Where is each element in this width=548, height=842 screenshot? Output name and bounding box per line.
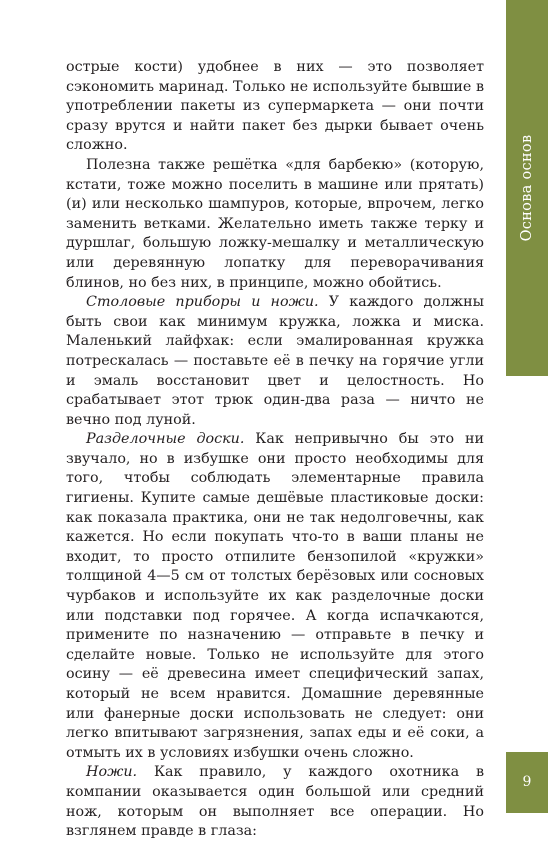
paragraph-heading: Разделочные доски. [86, 431, 245, 448]
section-tab [506, 0, 548, 376]
paragraph-1 [66, 58, 484, 156]
paragraph-heading: Столовые приборы и ножи. [86, 294, 319, 311]
page-number-tab [506, 752, 548, 813]
section-tab-label: Основа основ [519, 134, 535, 242]
paragraph-text: острые кости) удобнее в них — это позволяет сэкономить маринад. Только не используйте бывшие в употреблении пакеты из супермаркета — они почти сразу врутся и найти пакет без дырки бывает очень сложно. [66, 59, 484, 154]
page-number: 9 [522, 774, 532, 790]
paragraph-text: Как правило, у каждого охотника в компании оказывается один большой или средний нож, которым он выполняет все операции. Но взглянем правде в глаза: [66, 764, 484, 840]
paragraph-text: Как непривычно бы это ни звучало, но в избушке они просто необходимы для того, чтобы соблюдать элементарные правила гигиены. Купите самые дешёвые пластиковые доски: как показала практика, они не так недолговечны, как кажется. Но если покупать что-то в ваши планы не входит, то просто отпилите бензопилой «кружки» толщиной 4—5 см от толстых берёзовых или сосновых чурбаков и используйте их как разделочные доски или подставки под горячее. А когда испачкаются, примените по назначению — отправьте в печку и сделайте новые. Только не используйте для этого осину — её древесина имеет специфический запах, который не всем нравится. Домашние деревянные или фанерные доски использовать не следует: они легко впитывают загрязнения, запах еды и её соки, а отмыть их в условиях избушки очень сложно. [66, 431, 485, 761]
page-text [66, 58, 484, 842]
paragraph-heading: Ножи. [86, 764, 138, 781]
paragraph-text: У каждого должны быть свои как минимум кружка, ложка и миска. Маленький лайфхак: если эмалированная кружка потрескалась — поставьте её в печку на горячие угли и эмаль восстановит цвет и целостность. Но срабатывает этот трюк один-два раза — ничто не вечно под луной. [66, 294, 485, 428]
paragraph-text: Полезна также решётка «для барбекю» (которую, кстати, тоже можно поселить в машине или прятать) (и) или несколько шампуров, которые, впрочем, легко заменить ветками. Желательно иметь также терку и дуршлаг, большую ложку-мешалку и металлическую или деревянную лопатку для переворачивания блинов, но без них, в принципе, можно обойтись. [66, 156, 484, 291]
paragraph-5 [66, 763, 484, 841]
paragraph-2 [66, 156, 484, 293]
paragraph-4 [66, 430, 484, 763]
paragraph-3 [66, 293, 484, 430]
